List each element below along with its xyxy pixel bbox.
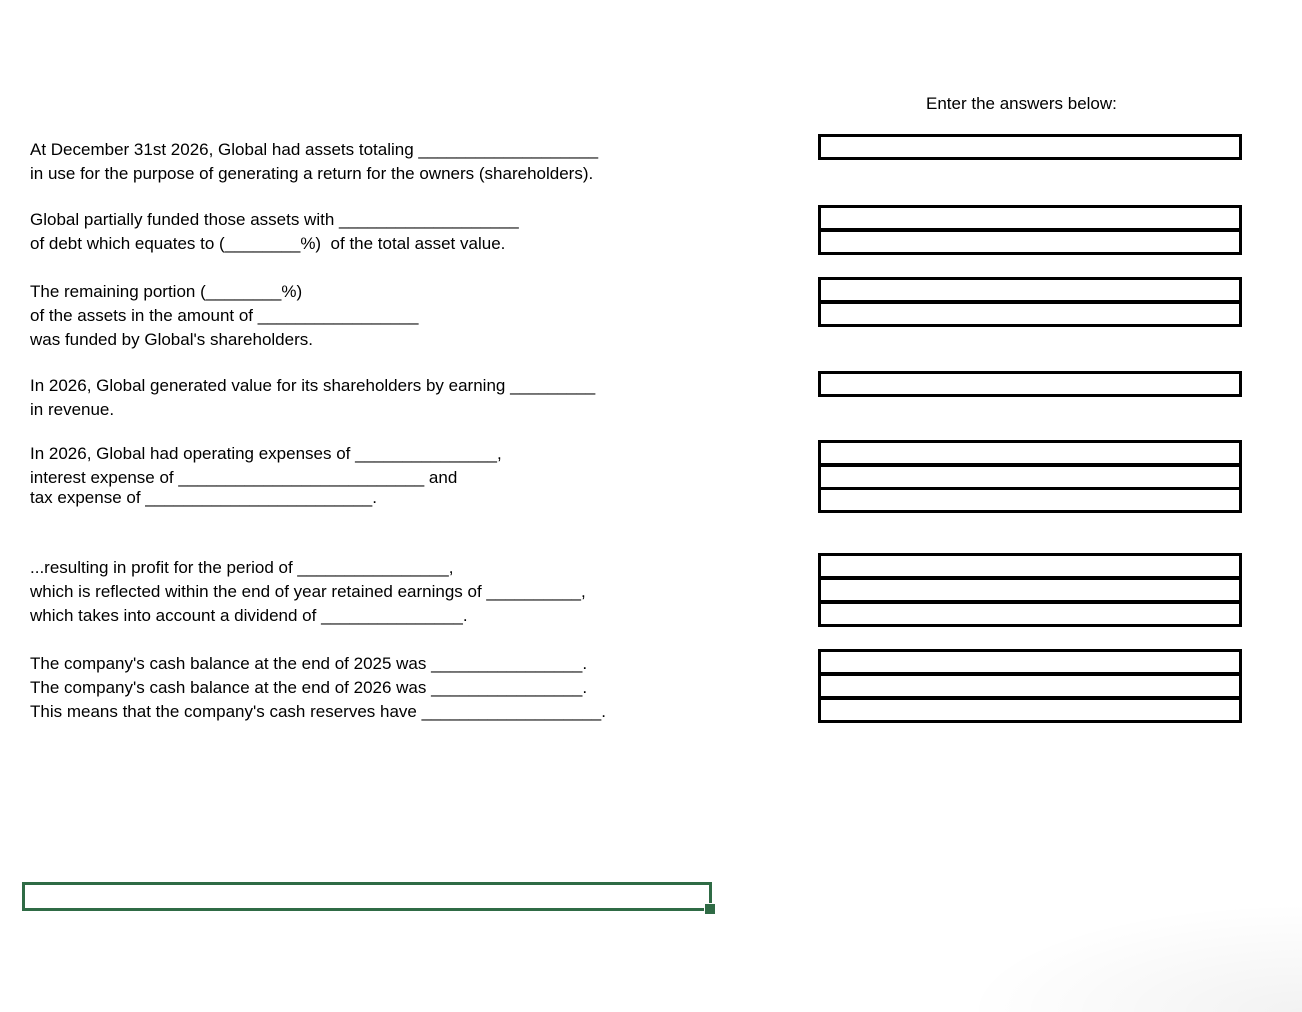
- answer-box-6a[interactable]: [818, 553, 1242, 579]
- question-4-line-2: in revenue.: [30, 400, 115, 419]
- corner-shadow: [962, 902, 1302, 1012]
- question-6-line-1: ...resulting in profit for the period of ________________,: [30, 558, 454, 577]
- answer-box-7a[interactable]: [818, 649, 1242, 675]
- active-cell[interactable]: [22, 882, 712, 911]
- answer-box-7c[interactable]: [818, 697, 1242, 723]
- answer-box-3a[interactable]: [818, 277, 1242, 303]
- question-2-line-1: Global partially funded those assets with ___________________: [30, 210, 519, 229]
- answer-box-6c[interactable]: [818, 601, 1242, 627]
- question-5-line-2: interest expense of __________________________ and: [30, 468, 458, 487]
- fill-handle[interactable]: [704, 903, 716, 915]
- answer-box-7b[interactable]: [818, 673, 1242, 699]
- answer-box-1[interactable]: [818, 134, 1242, 160]
- question-2-line-2: of debt which equates to (________%) of the total asset value.: [30, 234, 506, 253]
- question-1-line-2: in use for the purpose of generating a return for the owners (shareholders).: [30, 164, 594, 183]
- question-5-line-1: In 2026, Global had operating expenses of _______________,: [30, 444, 502, 463]
- answer-box-5a[interactable]: [818, 440, 1242, 466]
- question-7-line-2: The company's cash balance at the end of 2026 was ________________.: [30, 678, 588, 697]
- answer-box-6b[interactable]: [818, 577, 1242, 603]
- answer-box-5c[interactable]: [818, 487, 1242, 513]
- answer-box-4[interactable]: [818, 371, 1242, 397]
- question-5-line-3: tax expense of ________________________.: [30, 488, 377, 507]
- question-6-line-2: which is reflected within the end of year retained earnings of __________,: [30, 582, 586, 601]
- question-7-line-3: This means that the company's cash reserves have ___________________.: [30, 702, 606, 721]
- question-7-line-1: The company's cash balance at the end of 2025 was ________________.: [30, 654, 588, 673]
- answer-box-2b[interactable]: [818, 229, 1242, 255]
- answer-box-3b[interactable]: [818, 301, 1242, 327]
- question-3-line-2: of the assets in the amount of _________________: [30, 306, 419, 325]
- question-3-line-1: The remaining portion (________%): [30, 282, 303, 301]
- question-3-line-3: was funded by Global's shareholders.: [30, 330, 313, 349]
- answers-header: Enter the answers below:: [926, 94, 1117, 113]
- answer-box-2a[interactable]: [818, 205, 1242, 231]
- question-6-line-3: which takes into account a dividend of _______________.: [30, 606, 468, 625]
- question-4-line-1: In 2026, Global generated value for its shareholders by earning _________: [30, 376, 596, 395]
- question-1-line-1: At December 31st 2026, Global had assets totaling ___________________: [30, 140, 599, 159]
